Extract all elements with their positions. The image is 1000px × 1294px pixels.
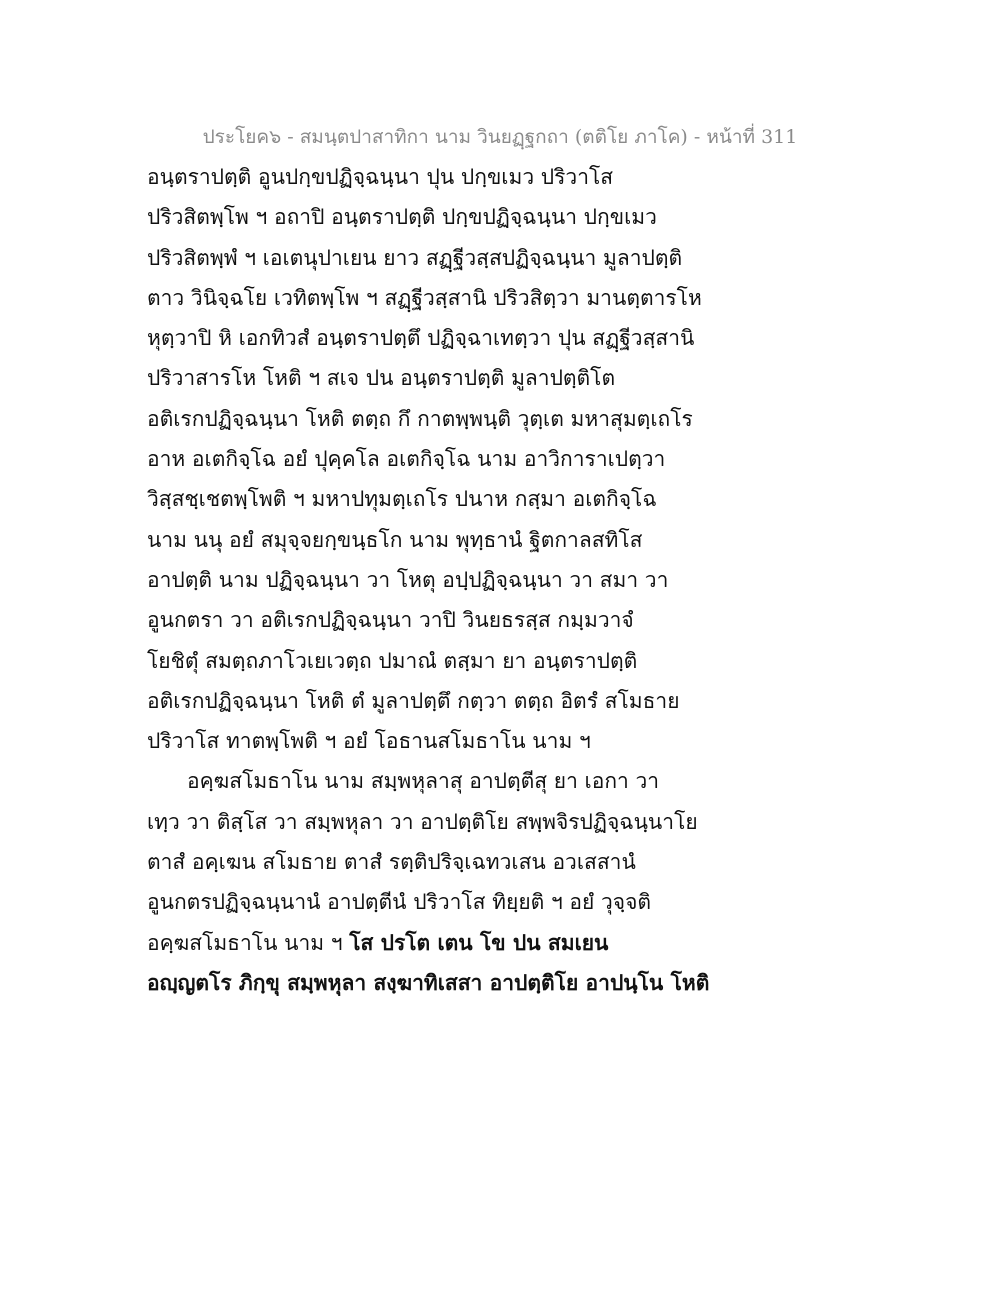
text-line: เทฺว วา ติสฺโส วา สมฺพหุลา วา อาปตฺติโย สพฺพจิรปฏิจฺฉนฺนาโย	[147, 809, 698, 834]
body-text	[147, 157, 710, 1003]
text-line: ตาสํ อคฺเฆน สโมธาย ตาสํ รตฺติปริจฺเฉทวเสน อวเสสานํ	[147, 850, 636, 875]
text-line: นาม นนุ อยํ สมุจฺจยกฺขนฺธโก นาม พุทฺธานํ ฐิตกาลสทิโส	[147, 527, 643, 552]
text-line: อูนกตรปฏิจฺฉนฺนานํ อาปตฺตีนํ ปริวาโส ทิยฺยติ ฯ อยํ วุจฺจติ	[147, 890, 652, 915]
text-line: อติเรกปฏิจฺฉนฺนา โหติ ตํ มูลาปตฺตึ กตฺวา ตตฺถ อิตรํ สโมธาย	[147, 688, 680, 713]
text-line: อติเรกปฏิจฺฉนฺนา โหติ ตตฺถ กึ กาตพฺพนฺติ วุตฺเต มหาสุมตฺเถโร	[147, 406, 693, 431]
text-line: วิสฺสชฺเชตพฺโพติ ฯ มหาปทุมตฺเถโร ปนาห กสฺมา อเตกิจฺโฉ	[147, 487, 657, 512]
text-line: ปริวสิตพฺโพ ฯ อถาปิ อนฺตราปตฺติ ปกฺขปฏิจฺฉนฺนา ปกฺขเมว	[147, 205, 657, 230]
text-line: ปริวาสารโห โหติ ฯ สเจ ปน อนฺตราปตฺติ มูลาปตฺติโต	[147, 366, 616, 391]
text-line: โยชิตุํ สมตฺถภาโวเยเวตฺถ ปมาณํ ตสฺมา ยา อนฺตราปตฺติ	[147, 648, 638, 673]
paragraph-first-line: อคฺฆสโมธาโน นาม สมฺพหุลาสุ อาปตฺตีสุ ยา เอกา วา	[187, 769, 660, 794]
text-line: อูนกตรา วา อติเรกปฏิจฺฉนฺนา วาปิ วินยธรสฺส กมฺมวาจํ	[147, 608, 634, 633]
running-header: ประโยค๖ - สมนฺตปาสาทิกา นาม วินยฏฺฐกถา (ตติโย ภาโค) - หน้าที่ 311	[202, 126, 798, 148]
bold-text-line: อญฺญตโร ภิกฺขุ สมฺพหุลา สงฺฆาทิเสสา อาปตฺติโย อาปนฺโน โหติ	[147, 969, 710, 995]
text-line: ปริวสิตพฺพํ ฯ เอเตนุปาเยน ยาว สฏฺฐีวสฺสปฏิจฺฉนฺนา มูลาปตฺติ	[147, 245, 683, 270]
mixed-weight-line	[147, 923, 707, 963]
text-line: อาปตฺติ นาม ปฏิจฺฉนฺนา วา โหตุ อปฺปฏิจฺฉนฺนา วา สมา วา	[147, 567, 669, 592]
normal-text: อคฺฆสโมธาโน นาม ฯ	[147, 930, 350, 955]
text-line: อนฺตราปตฺติ อูนปกฺขปฏิจฺฉนฺนา ปุน ปกฺขเมว ปริวาโส	[147, 165, 614, 189]
text-line: ตาว วินิจฺฉโย เวทิตพฺโพ ฯ สฏฺฐีวสฺสานิ ปริวสิตฺวา มานตฺตารโห	[147, 285, 702, 310]
text-line: อาห อเตกิจฺโฉ อยํ ปุคฺคโล อเตกิจฺโฉ นาม อาวิการาเปตฺวา	[147, 447, 666, 472]
text-line: ปริวาโส ทาตพฺโพติ ฯ อยํ โอธานสโมธาโน นาม ฯ	[147, 729, 591, 754]
text-line: หุตฺวาปิ หิ เอกทิวสํ อนฺตราปตฺตึ ปฏิจฺฉาเทตฺวา ปุน สฏฺฐีวสฺสานิ	[147, 326, 695, 351]
bold-text: โส ปรโต เตน โข ปน สมเยน	[349, 929, 609, 955]
